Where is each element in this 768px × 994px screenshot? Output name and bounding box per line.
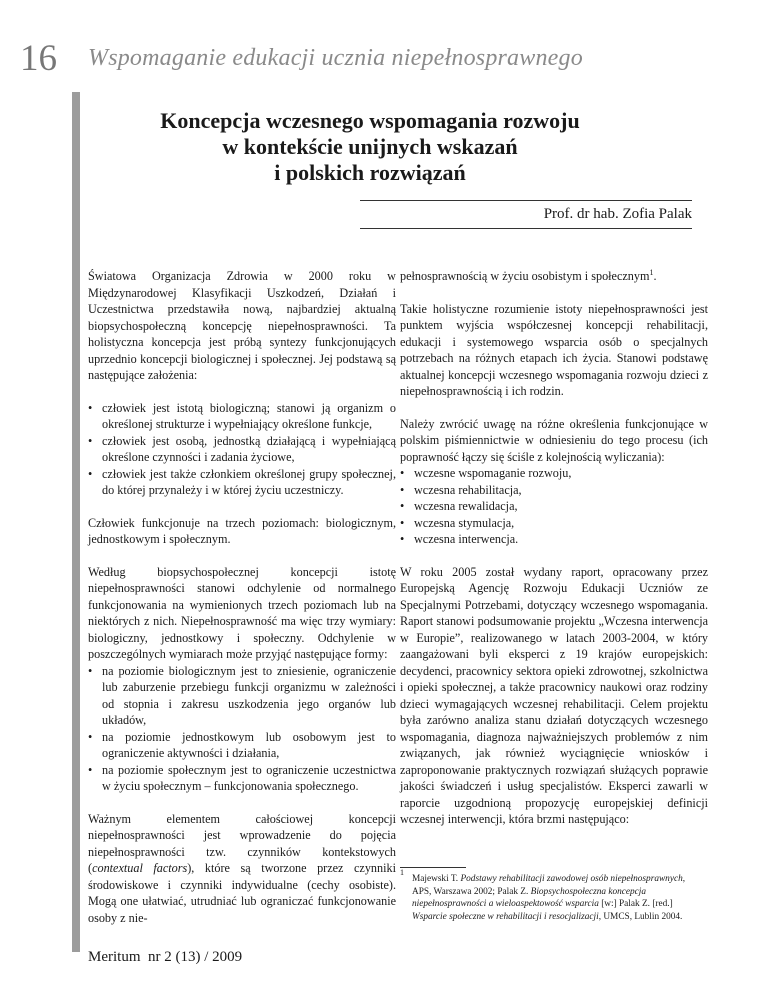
footnote-part: , UMCS, Lublin 2004. — [598, 911, 683, 922]
article-title-line: w kontekście unijnych wskazań — [222, 134, 518, 159]
article-title — [120, 108, 620, 186]
left-column — [88, 268, 396, 942]
footnote-title: Podstawy rehabilitacji zawodowej osób niepełnosprawnych — [460, 874, 683, 884]
footnote-title: Wsparcie społeczne w rehabilitacji i resocjalizacji — [412, 911, 599, 922]
paragraph: Takie holistyczne rozumienie istoty niepełnosprawności jest punktem wyjścia współczesnej koncepcji rehabilitacji, edukacji i systemowego wsparcia osób o specjalnych potrzebach na różnych etapach ich życia. Stanowi podstawę aktualnej koncepcji wczesnego wspomagania rozwoju dzieci z niepełnosprawnością i ich rodzin. — [400, 301, 708, 398]
bullet-list — [88, 663, 396, 795]
list-item: • wczesna rehabilitacja, — [400, 482, 708, 499]
paragraph: Według biopsychospołecznej koncepcji istotę niepełnosprawności stanowi odchylenie od normalnego funkcjonowania na wymienionych trzech poziomach lub na niektórych z nich. Niepełnosprawność ma więc trzy wymiary: biologiczny, jednostkowy i społeczny. Odchylenie w poszczególnych wymiarach może przyjąć następujące formy: — [88, 564, 396, 661]
footnote: 1 Majewski T. Podstawy rehabilitacji zawodowej osób niepełnosprawnych, APS, Warszawa 2002; Palak Z. Biopsychospołeczna koncepcja niepełnosprawności a wieloaspektowość wsparcia [w:] Palak Z. [red.] Wsparcie społeczne w rehabilitacji i resocjalizacji, UMCS, Lublin 2004. — [400, 873, 706, 923]
paragraph: W roku 2005 został wydany raport, opracowany przez Europejską Agencję Rozwoju Edukacji Uczniów ze Specjalnymi Potrzebami, dotyczący wczesnego wspomagania. Raport stanowi podsumowanie projektu „Wczesna interwencja w Europie”, realizowanego w latach 2003-2004, w który zaangażowani byli eksperci z 19 krajów europejskich: decydenci, pracownicy sektora opieki zdrowotnej, szkolnictwa i opieki społecznej, a także pracownicy naukowi oraz rodziny dzieci wymagających wczesnej rehabilitacji. Celem projektu była zarówno analiza stanu działań dotyczących wczesnego wspomagania, diagnoza najważniejszych problemów z nim związanych, jak również wyciągnięcie wniosków i zaproponowanie praktycznych rozwiązań służących poprawie jakości świadczeń i usług specjalistów. Eksperci zawarli w raporcie uzgodnioną propozycję europejskiej definicji wczesnej interwencji, która brzmi następująco: — [400, 564, 708, 826]
paragraph: Człowiek funkcjonuje na trzech poziomach: biologicznym, jednostkowym i społecznym. — [88, 515, 396, 546]
paragraph: Światowa Organizacja Zdrowia w 2000 roku w Międzynarodowej Klasyfikacji Uszkodzeń, Działań i Uczestnictwa przedstawiła nową, najbardziej aktualną biopsychospołeczną koncepcję niepełnosprawności. Ta holistyczna koncepcja jest próbą syntezy funkcjonujących uprzednio koncepcji biologicznej i społecznej. Jej podstawą są następujące założenia: — [88, 269, 396, 382]
bullet-list — [88, 400, 396, 499]
list-item: • człowiek jest także członkiem określonej grupy społecznej, do której przynależy i w której życiu uczestniczy. — [88, 466, 396, 499]
list-item: • na poziomie biologicznym jest to zniesienie, ograniczenie lub zaburzenie przebiegu funkcji organizmu w zależności od stopnia i zakresu uszkodzenia jego organów lub układów, — [88, 663, 396, 729]
footnote-part: Majewski T. — [412, 874, 461, 884]
journal-footer: Meritum nr 2 (13) / 2009 — [88, 949, 243, 965]
footnote-part: , APS, Warszawa 2002; Palak Z. — [412, 874, 686, 897]
footnote-text — [400, 873, 706, 923]
footnote-part: [w:] Palak Z. [red.] — [598, 899, 673, 909]
paragraph — [88, 811, 396, 927]
paragraph-text: . — [653, 269, 657, 283]
article-title-line: i polskich rozwiązań — [274, 160, 466, 185]
author-name: Prof. dr hab. Zofia Palak — [543, 206, 692, 222]
footnote-reference[interactable]: 1 — [649, 267, 654, 277]
list-item: • na poziomie społecznym jest to ograniczenie uczestnictwa w życiu społecznym – funkcjonowania społecznego. — [88, 762, 396, 795]
paragraph — [400, 268, 708, 285]
bullet-list — [400, 465, 708, 548]
paragraph-text: ), które są tworzone przez czynniki środowiskowe i czynniki indywidualne (cechy osobiste). Mogą one ułatwiać, utrudniać lub ograniczać funkcjonowanie osoby z nie- — [88, 861, 396, 925]
paragraph-text: Ważnym elementem całościowej koncepcji niepełnosprawności jest wprowadzenie do pojęcia niepełnosprawności tzw. czynników kontekstowych ( — [88, 811, 396, 875]
list-item: • wczesna stymulacja, — [400, 515, 708, 532]
author-rule-bottom — [360, 228, 692, 229]
italic-term: contextual factors — [92, 861, 188, 875]
page-number: 16 — [20, 38, 57, 79]
list-item: • człowiek jest osobą, jednostką działającą i wypełniającą określone czynności i zadania życiowe, — [88, 433, 396, 466]
running-title: Wspomaganie edukacji ucznia niepełnosprawnego — [88, 45, 583, 71]
author-rule-top — [360, 200, 692, 201]
article-title-line: Koncepcja wczesnego wspomagania rozwoju — [160, 108, 580, 133]
paragraph-text: pełnosprawnością w życiu osobistym i społecznym — [400, 269, 650, 283]
list-item: • wczesna rewalidacja, — [400, 498, 708, 515]
footnote-title: Biopsychospołeczna koncepcja niepełnosprawności a wieloaspektowość wsparcia — [412, 886, 647, 909]
paragraph: Należy zwrócić uwagę na różne określenia funkcjonujące w polskim piśmiennictwie w odniesieniu do tego procesu (ich poprawność łączy się ściśle z kolejnością wyliczania): — [400, 416, 708, 464]
footnote-rule — [400, 867, 466, 868]
list-item: • człowiek jest istotą biologiczną; stanowi ją organizm o określonej strukturze i wypełniający określone funkcje, — [88, 400, 396, 433]
right-column — [400, 268, 708, 844]
list-item: • wczesne wspomaganie rozwoju, — [400, 465, 708, 482]
side-bar-decoration — [72, 92, 80, 952]
list-item: • wczesna interwencja. — [400, 531, 708, 548]
list-item: • na poziomie jednostkowym lub osobowym jest to ograniczenie aktywności i działania, — [88, 729, 396, 762]
